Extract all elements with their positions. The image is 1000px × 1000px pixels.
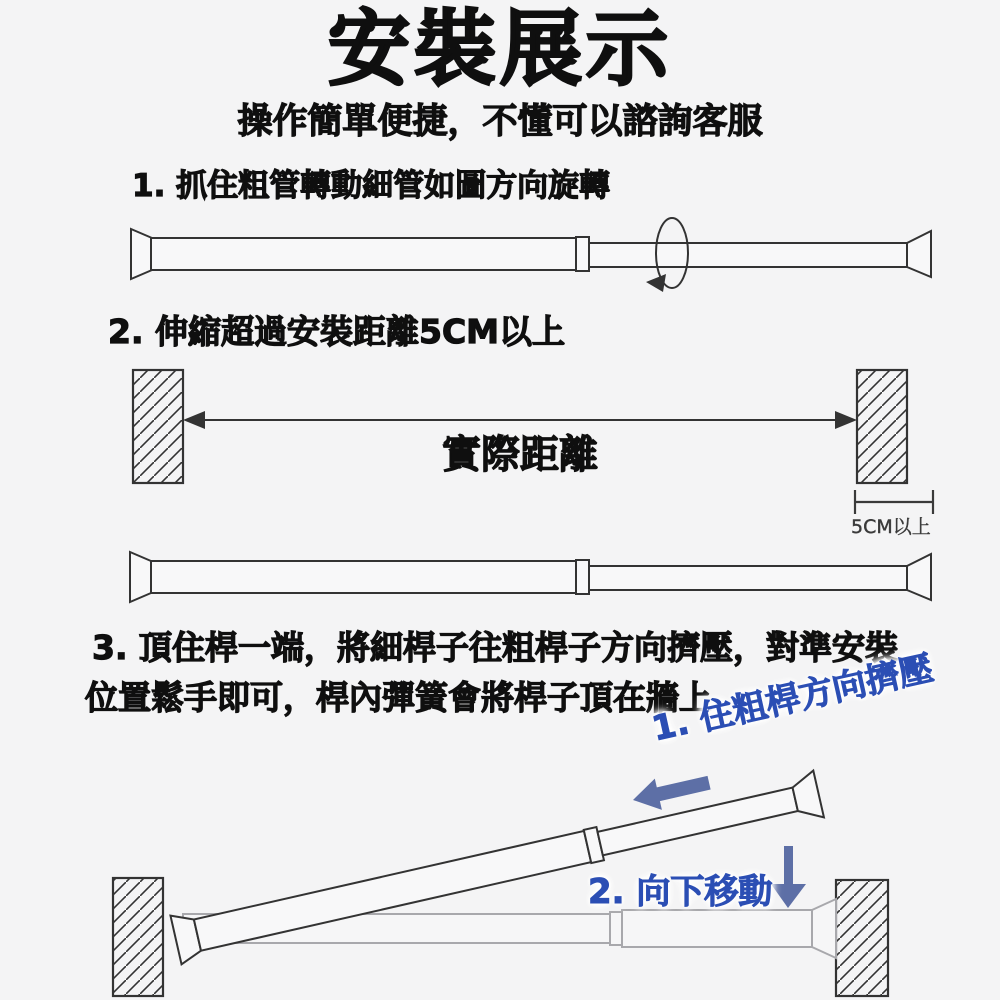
- step1-instruction: 1. 抓住粗管轉動細管如圖方向旋轉: [132, 168, 611, 204]
- rod-thick-tube: [151, 561, 576, 593]
- wall-block: [857, 370, 907, 483]
- rod-thin-tube: [589, 566, 907, 590]
- gap-5cm-label: 5CM以上: [851, 516, 931, 538]
- rod-end-cap: [907, 231, 931, 277]
- page-title: 安裝展示: [327, 2, 672, 97]
- move-down-annotation: 2. 向下移動: [588, 872, 773, 912]
- rod-thick-tube: [622, 910, 812, 947]
- wall-block: [836, 880, 888, 996]
- step3-instruction-line1: 3. 頂住桿一端，將細桿子往粗桿子方向擠壓，對準安裝: [92, 628, 898, 667]
- wall-block: [133, 370, 183, 483]
- push-direction-annotation: 1. 住粗桿方向擠壓: [648, 648, 937, 750]
- actual-distance-label: 實際距離: [441, 433, 598, 478]
- rod-end-cap: [812, 899, 836, 958]
- rod-joint-collar: [576, 237, 589, 271]
- gap-measure-bracket: [855, 490, 933, 514]
- rod-end-cap: [130, 552, 151, 602]
- step2-distance-illustration: [130, 370, 933, 602]
- step3-instruction-line2: 位置鬆手即可，桿內彈簧會將桿子頂在牆上: [85, 678, 712, 717]
- wall-block: [113, 878, 163, 996]
- rod-thick-tube: [151, 238, 576, 270]
- down-arrow-icon: [771, 846, 806, 908]
- rod-end-cap: [907, 554, 931, 600]
- rod-thin-tube: [598, 788, 798, 856]
- step2-rod-illustration: [130, 552, 931, 602]
- page-subtitle: 操作簡單便捷，不懂可以諮詢客服: [237, 102, 763, 142]
- step1-rod-illustration: [131, 218, 931, 292]
- rod-end-cap: [131, 229, 152, 279]
- rod-joint-collar: [610, 912, 622, 945]
- rod-thin-tube: [589, 243, 907, 267]
- rod-end-cap: [790, 771, 824, 823]
- rod-joint-collar: [576, 560, 589, 594]
- step2-instruction: 2. 伸縮超過安裝距離5CM以上: [108, 312, 566, 351]
